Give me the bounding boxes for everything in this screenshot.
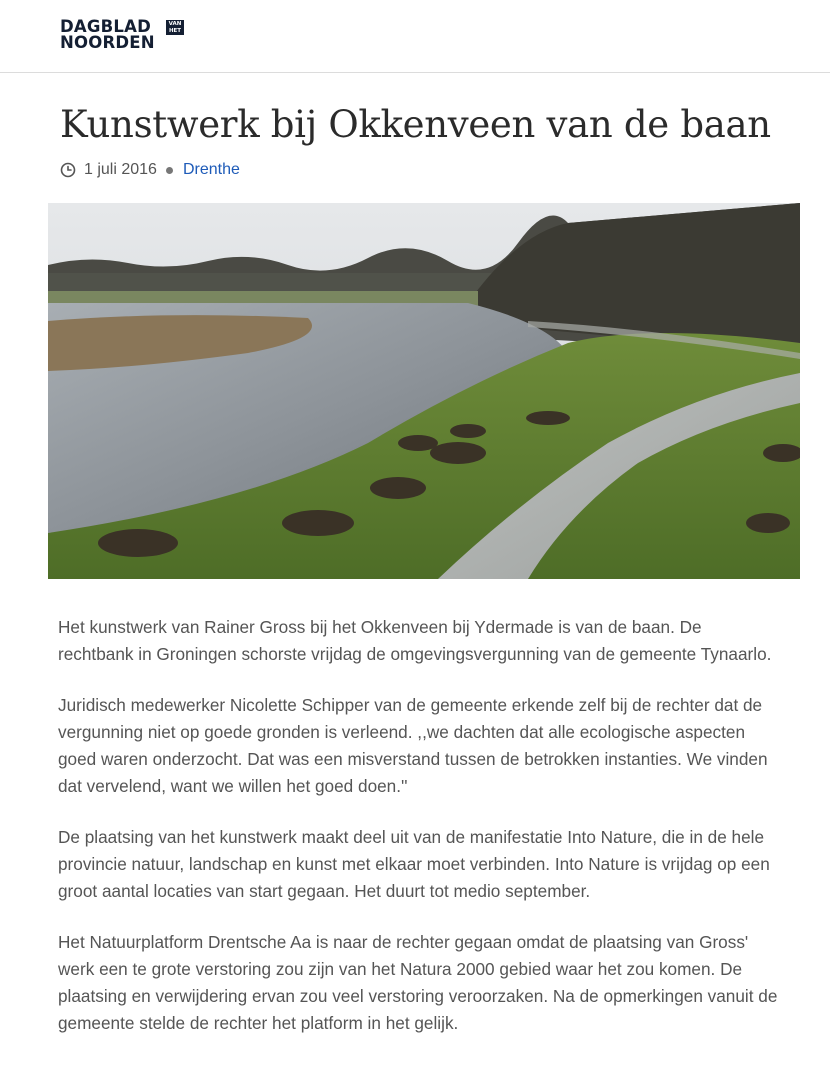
article-paragraph: Het kunstwerk van Rainer Gross bij het Okkenveen bij Ydermade is van de baan. De rechtbank in Groningen schorste vrijdag de omgevingsvergunning van de gemeente Tynaarlo. — [58, 617, 772, 664]
article-body — [58, 614, 778, 1061]
article-meta — [60, 160, 240, 180]
landscape-photo — [48, 203, 800, 579]
logo-badge-top: VAN — [168, 21, 182, 27]
hero-image — [48, 203, 800, 579]
clock-icon — [60, 162, 76, 178]
article-paragraph: De plaatsing van het kunstwerk maakt deel uit van de manifestatie Into Nature, die in de hele provincie natuur, landschap en kunst met elkaar moet verbinden. Into Nature is vrijdag op een groot aantal locaties van start gegaan. Het duurt tot medio september. — [58, 827, 770, 901]
site-logo[interactable] — [60, 19, 190, 55]
logo-line-2: NOORDEN — [60, 33, 155, 52]
logo-badge — [166, 20, 184, 35]
article-title: Kunstwerk bij Okkenveen van de baan — [60, 103, 771, 146]
site-header — [0, 0, 830, 73]
article-paragraph: Het Natuurplatform Drentsche Aa is naar de rechter gegaan omdat de plaatsing van Gross' werk een te grote verstoring zou zijn van het Natura 2000 gebied waar het zou komen. De plaatsing en verwijdering ervan zou veel verstoring veroorzaken. Na de opmerkingen vanuit de gemeente stelde de rechter het platform in het gelijk. — [58, 932, 778, 1033]
logo-line-1: DAGBLAD — [60, 17, 151, 36]
article-date: 1 juli 2016 — [84, 161, 157, 178]
article-paragraph: Juridisch medewerker Nicolette Schipper van de gemeente erkende zelf bij de rechter dat de vergunning niet op goede gronden is verleend. ,,we dachten dat alle ecologische aspecten goed waren onderzocht. Dat was een misverstand tussen de betrokken instanties. We vinden dat vervelend, want we willen het goed doen.'' — [58, 695, 768, 796]
dot-separator — [166, 167, 173, 174]
section-link[interactable]: Drenthe — [182, 161, 240, 178]
logo-badge-bottom: HET — [168, 28, 182, 34]
